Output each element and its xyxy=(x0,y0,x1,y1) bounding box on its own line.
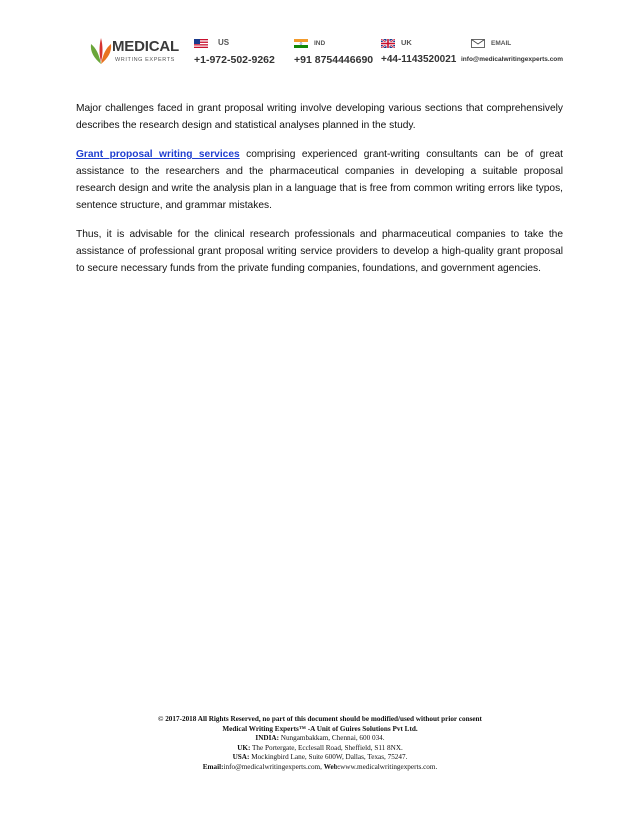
email-value[interactable]: info@medicalwritingexperts.com xyxy=(223,762,321,771)
contact-label: US xyxy=(218,38,230,47)
contact-uk xyxy=(381,30,461,76)
grant-proposal-services-link[interactable]: Grant proposal writing services xyxy=(76,149,240,160)
contact-india xyxy=(294,30,382,76)
footer-company xyxy=(60,725,580,735)
page-footer xyxy=(60,715,580,773)
envelope-icon xyxy=(471,39,485,48)
logo-wordmark: MEDICAL xyxy=(112,38,179,55)
letterhead xyxy=(88,30,564,76)
contact-us xyxy=(194,30,284,76)
company-logo xyxy=(88,34,178,72)
usa-label: USA: xyxy=(232,753,250,762)
contact-email-address: info@medicalwritingexperts.com xyxy=(461,56,564,63)
usa-address: Mockingbird Lane, Suite 600W, Dallas, Texas, 75247. xyxy=(249,753,408,762)
web-value[interactable]: www.medicalwritingexperts.com. xyxy=(340,762,438,771)
contact-label: EMAIL xyxy=(491,40,512,47)
contact-email xyxy=(461,30,565,76)
web-label: Web: xyxy=(323,762,341,771)
paragraph-2 xyxy=(76,146,563,214)
footer-contact xyxy=(60,763,580,773)
india-address: Nungambakkam, Chennai, 600 034. xyxy=(278,734,385,743)
contact-phone: +1-972-502-9262 xyxy=(194,54,275,66)
footer-copyright xyxy=(60,715,580,725)
contact-phone: +44-1143520021 xyxy=(381,54,457,65)
separator: , xyxy=(320,762,324,771)
logo-tagline: WRITING EXPERTS xyxy=(115,57,175,63)
email-label: Email: xyxy=(202,762,224,771)
contact-label: UK xyxy=(401,38,412,47)
footer-india-address xyxy=(60,734,580,744)
contact-phone: +91 8754446690 xyxy=(294,54,374,66)
uk-label: UK: xyxy=(237,743,251,752)
leaf-logo-icon xyxy=(88,36,114,66)
india-flag-icon xyxy=(294,39,308,48)
document-body xyxy=(76,100,563,289)
contact-label: IND xyxy=(314,40,326,47)
footer-uk-address xyxy=(60,744,580,754)
india-label: INDIA: xyxy=(255,734,279,743)
us-flag-icon xyxy=(194,39,208,48)
copyright-text: © 2017-2018 All Rights Reserved, no part of this document should be modified/used without prior consent xyxy=(158,715,482,723)
paragraph-3: Thus, it is advisable for the clinical research professionals and pharmaceutical companies to take the assistance of professional grant proposal writing service providers to develop a high-quality grant proposal to secure necessary funds from the private funding companies, foundations, and government agencies. xyxy=(76,229,563,274)
uk-flag-icon xyxy=(381,39,395,48)
uk-address: The Portergate, Ecclesall Road, Sheffield, S11 8NX. xyxy=(250,743,403,752)
paragraph-2-text: comprising experienced grant-writing consultants can be of great assistance to the researchers and the pharmaceutical companies in developing a suitable proposal research design and write the analysis plan in a language that is free from common writing errors like typos, sentence structure, and grammar mistakes. xyxy=(76,149,564,211)
company-name: Medical Writing Experts™ -A Unit of Guires Solutions Pvt Ltd. xyxy=(222,724,418,733)
paragraph-1: Major challenges faced in grant proposal writing involve developing various sections that comprehensively describes the research design and statistical analyses planned in the study. xyxy=(76,103,563,131)
footer-usa-address xyxy=(60,753,580,763)
